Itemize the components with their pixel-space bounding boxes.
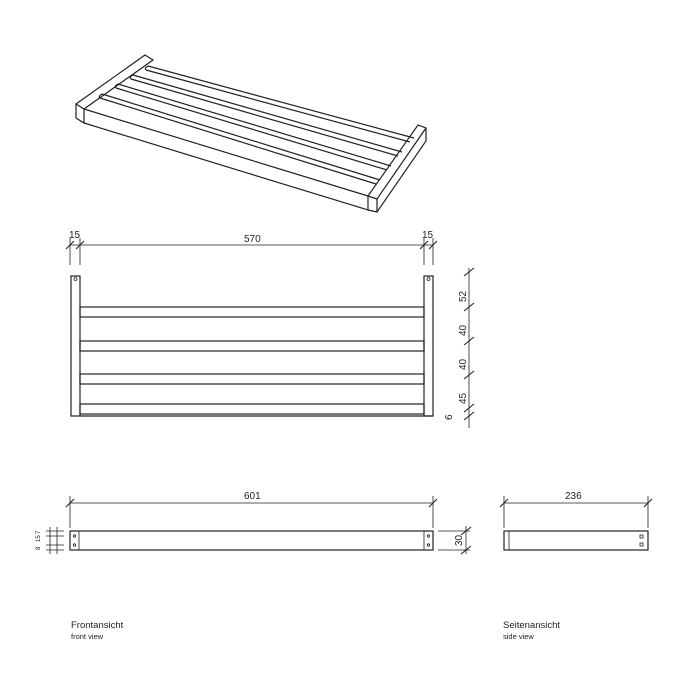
dim-base-thickness: 6: [444, 414, 455, 420]
side-view-title: Seitenansicht: [503, 620, 561, 631]
front-view-subtitle: front view: [71, 632, 104, 641]
dim-left-margin: 15: [69, 230, 81, 241]
side-view: [500, 491, 652, 550]
front-view-title: Frontansicht: [71, 620, 124, 631]
dim-overall-width: 601: [244, 491, 261, 502]
dim-hole-b: 15: [36, 535, 42, 542]
dim-hole-a: 8: [36, 546, 42, 550]
dim-gap-bottom: 45: [458, 392, 469, 404]
dim-hole-c: 7: [36, 530, 42, 534]
vertical-dimension-chain: [444, 268, 474, 428]
dim-gap-top: 52: [458, 290, 469, 302]
dim-side-depth: 236: [565, 491, 582, 502]
front-elevation: [71, 276, 433, 416]
dim-right-margin: 15: [422, 230, 434, 241]
top-dimension-chain: [66, 230, 437, 265]
front-view-caption: [71, 620, 123, 641]
side-view-caption: [503, 620, 560, 641]
side-view-subtitle: side view: [503, 632, 534, 641]
dim-gap-lower: 40: [458, 358, 469, 370]
dim-gap-upper: 40: [458, 324, 469, 336]
dim-inner-width: 570: [244, 234, 261, 245]
dim-profile-height: 30: [454, 534, 465, 546]
isometric-view: [76, 55, 426, 212]
front-view: [36, 491, 471, 554]
